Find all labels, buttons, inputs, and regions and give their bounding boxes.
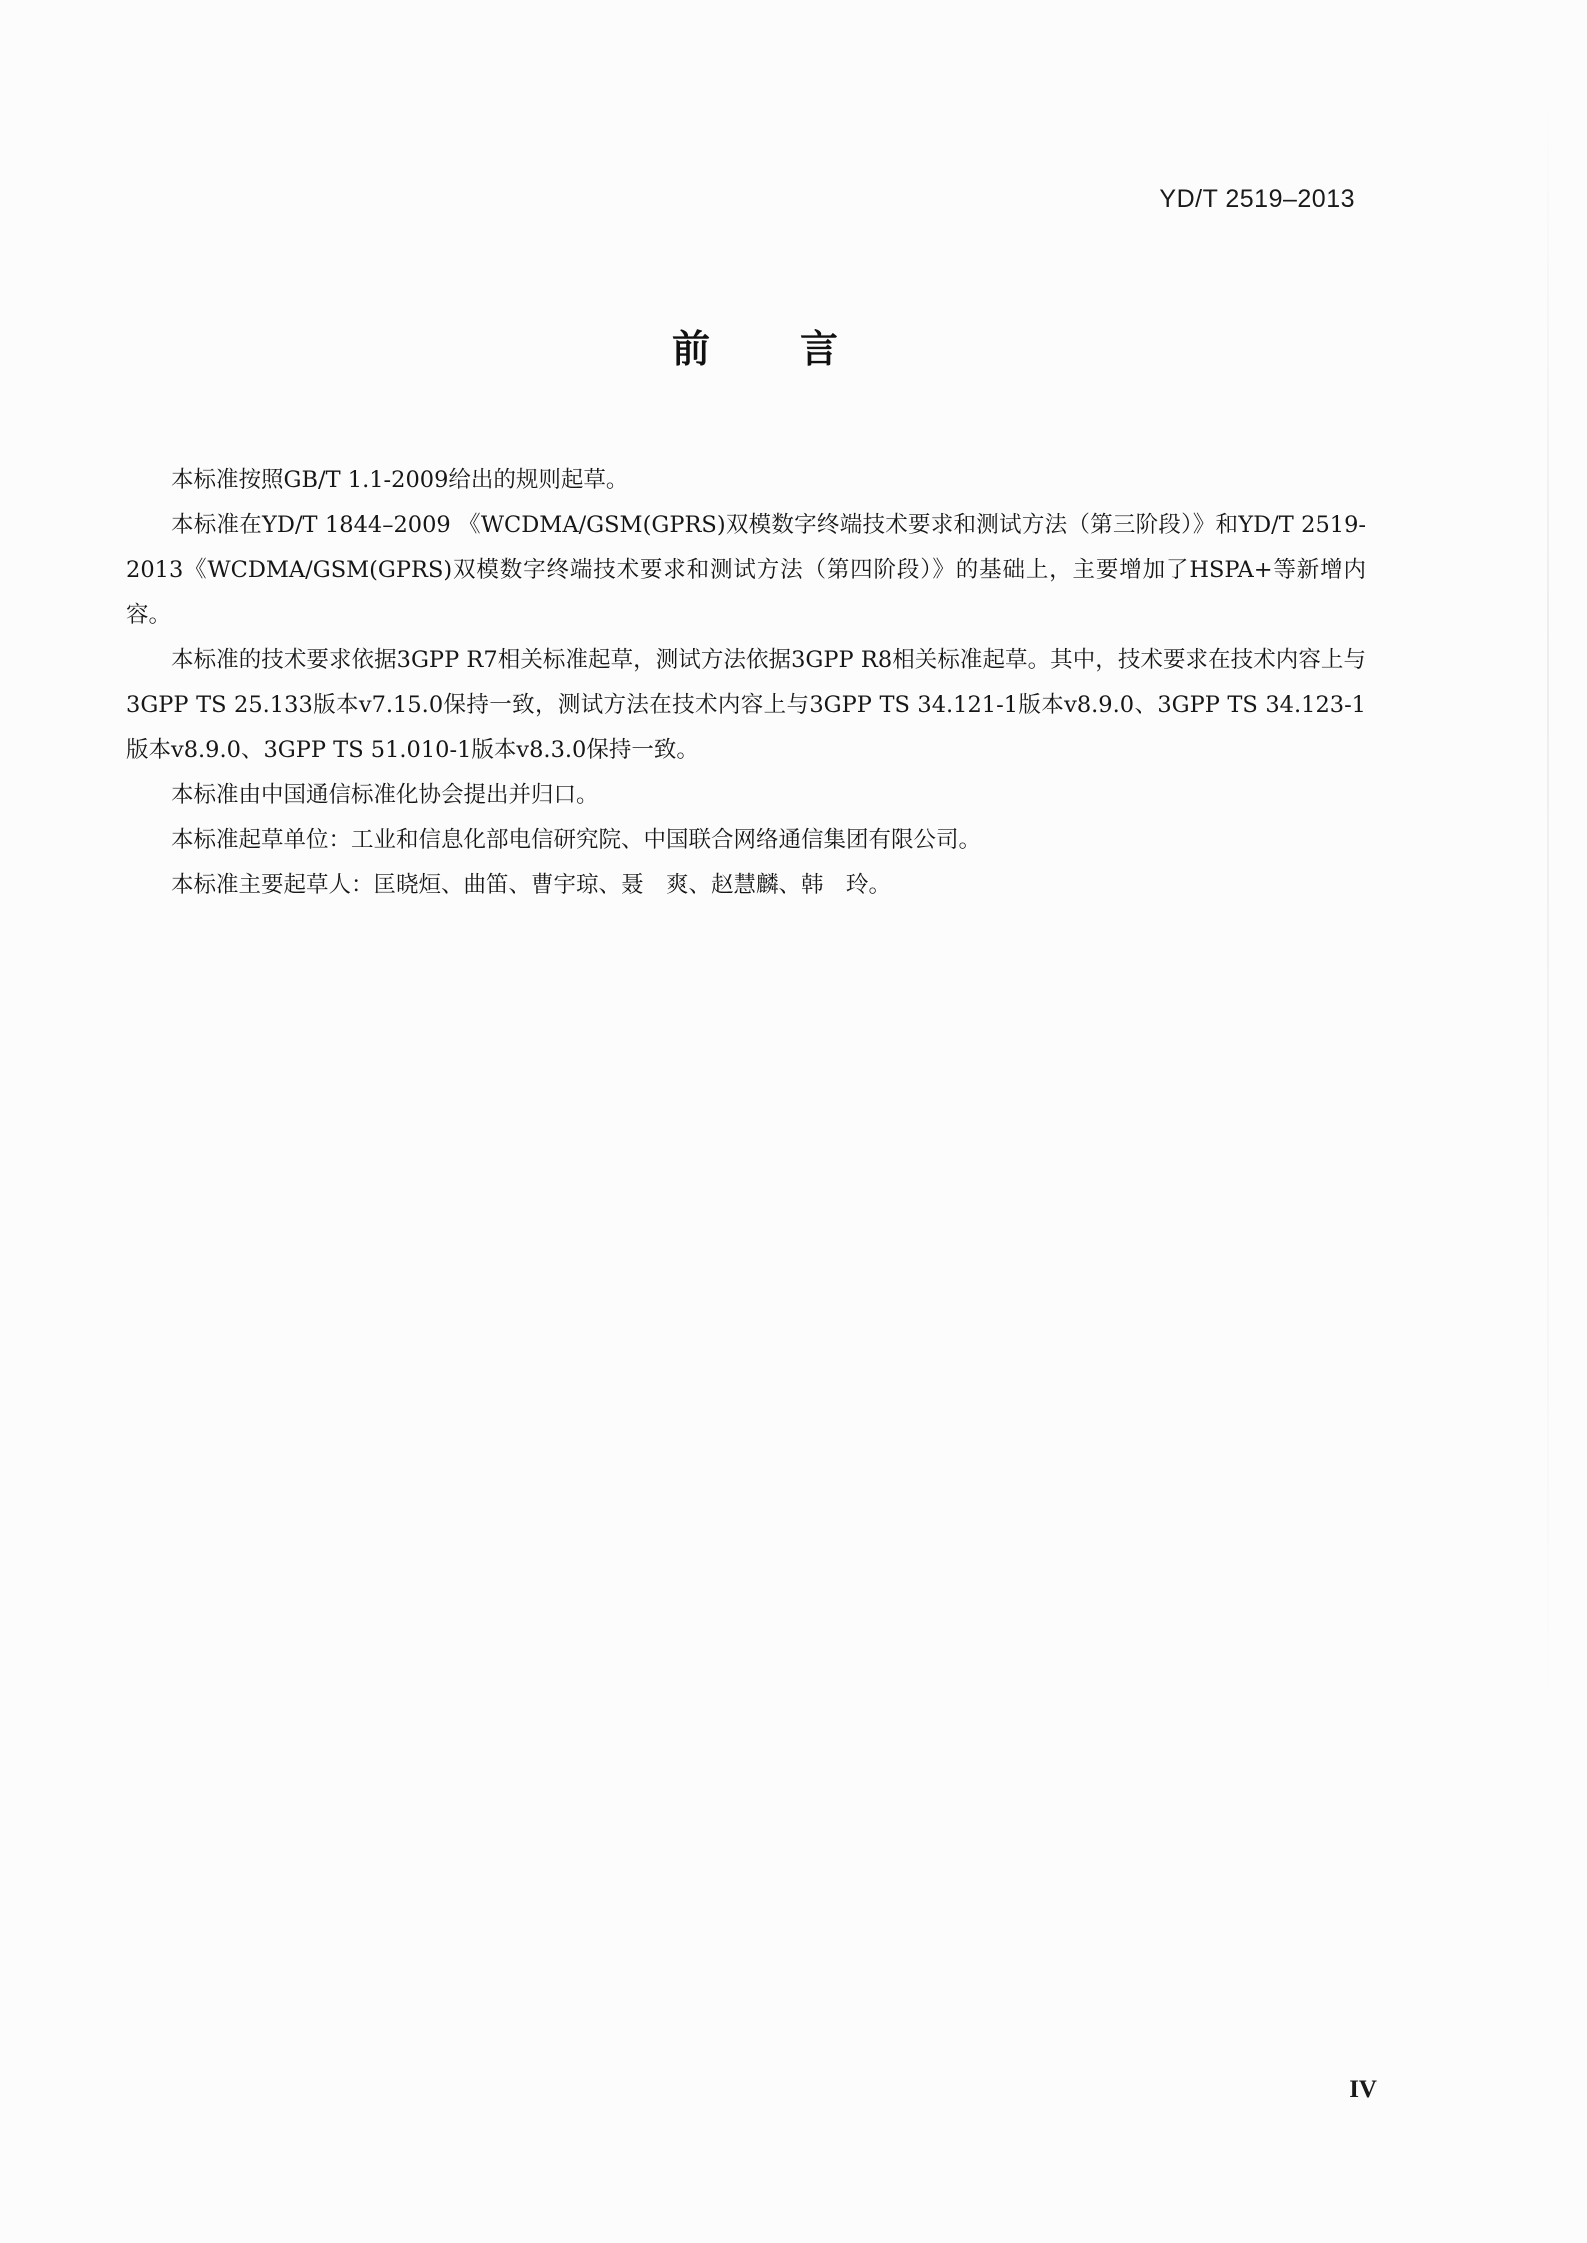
- standard-code: YD/T 2519–2013: [1159, 185, 1355, 213]
- paragraph-drafting-rules: 本标准按照GB/T 1.1-2009给出的规则起草。: [171, 467, 629, 493]
- paragraph-basis: 本标准在YD/T 1844–2009 《WCDMA/GSM(GPRS)双模数字终端技术要求和测试方法（第三阶段）》和YD/T 2519-2013《WCDMA/GSM(GPRS)双模数字终端技术要求和测试方法（第四阶段）》的基础上，主要增加了HSPA+等新增内容。: [126, 512, 1366, 628]
- scan-edge-shadow: [1547, 90, 1549, 1730]
- foreword-body: [126, 458, 1366, 908]
- paragraph-drafting-units: 本标准起草单位：工业和信息化部电信研究院、中国联合网络通信集团有限公司。: [171, 827, 982, 853]
- page-number: IV: [1349, 2076, 1377, 2103]
- page-title: 前言: [671, 327, 928, 371]
- paragraph-proposer: 本标准由中国通信标准化协会提出并归口。: [171, 782, 599, 808]
- paragraph-technical-basis: 本标准的技术要求依据3GPP R7相关标准起草，测试方法依据3GPP R8相关标准起草。其中，技术要求在技术内容上与3GPP TS 25.133版本v7.15.0保持一致，测试方法在技术内容上与3GPP TS 34.121-1版本v8.9.0、3GPP TS 34.123-1版本v8.9.0、3GPP TS 51.010-1版本v8.3.0保持一致。: [126, 647, 1366, 763]
- paragraph-drafters: 本标准主要起草人：匡晓烜、曲笛、曹宇琼、聂 爽、赵慧麟、韩 玲。: [171, 872, 892, 898]
